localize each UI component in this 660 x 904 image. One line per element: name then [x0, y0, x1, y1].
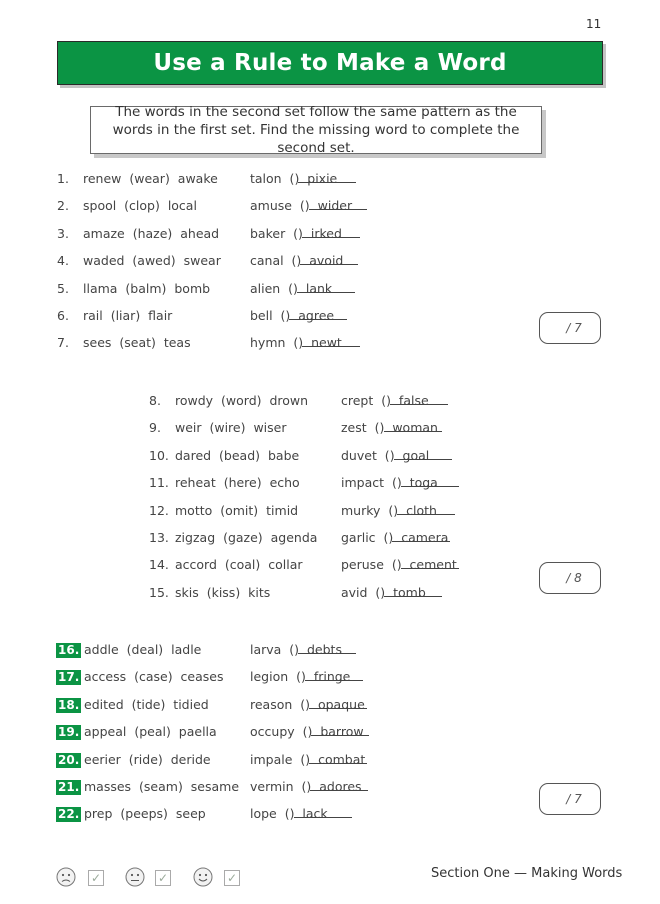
answer-set: bell ( ) agree	[250, 307, 334, 325]
question-number: 3.	[57, 225, 69, 241]
question-number: 15.	[149, 584, 169, 600]
answer-blank[interactable]	[310, 778, 368, 791]
answer-word-last: adores	[319, 779, 362, 794]
example-word-last: collar	[268, 557, 303, 573]
answer-set: avid ( ) tomb	[341, 584, 426, 602]
example-word-last: ahead	[180, 225, 220, 241]
answer-blank[interactable]	[309, 696, 367, 709]
answer-word-first: legion	[250, 669, 289, 685]
example-word-first: rail	[83, 308, 103, 323]
example-word-last: deride	[170, 751, 211, 767]
question-row	[0, 584, 530, 602]
score-box-2: / 8	[539, 562, 601, 594]
example-word-first: addle	[84, 642, 119, 657]
happy-face-icon	[193, 867, 213, 887]
example-word-middle: (case)	[134, 669, 173, 685]
example-word-middle: (haze)	[132, 225, 173, 241]
example-word-first: eerier	[84, 751, 121, 767]
example-set	[175, 556, 303, 574]
answer-blank[interactable]	[392, 529, 450, 542]
example-word-middle: (ride)	[128, 751, 163, 767]
answer-word-last: lank	[305, 280, 333, 296]
tick-box-happy[interactable]: ✓	[224, 870, 240, 886]
neutral-face-icon	[125, 867, 145, 887]
example-word-middle: (coal)	[224, 557, 261, 573]
question-number: 4.	[57, 253, 69, 269]
answer-word-first: baker	[250, 225, 286, 241]
example-word-last: flair	[148, 308, 173, 323]
score-box-3: / 7	[539, 783, 601, 815]
answer-word-last: opaque	[317, 696, 365, 712]
example-set	[83, 170, 218, 188]
answer-word-first: canal	[250, 253, 284, 269]
question-number: 11.	[149, 475, 169, 491]
question-row	[0, 641, 530, 659]
example-word-middle: (word)	[221, 393, 262, 408]
example-word-last: timid	[266, 502, 299, 518]
question-row	[0, 280, 530, 298]
question-number: 1.	[57, 171, 69, 186]
question-number: 12.	[149, 502, 169, 518]
answer-blank[interactable]	[401, 474, 459, 487]
answer-word-first: zest	[341, 420, 367, 436]
question-row	[0, 556, 530, 574]
example-word-last: kits	[248, 584, 271, 600]
answer-word-last: tomb	[393, 584, 426, 600]
question-number: 13.	[149, 530, 169, 545]
example-set	[84, 778, 239, 796]
example-set	[175, 584, 270, 602]
example-word-first: appeal	[84, 724, 127, 740]
answer-set: reason ( ) opaque	[250, 696, 365, 714]
answer-set: alien ( ) lank	[250, 280, 332, 298]
example-word-first: accord	[175, 557, 217, 573]
example-word-middle: (seam)	[139, 779, 183, 794]
example-word-middle: (gaze)	[223, 530, 263, 545]
example-set	[83, 225, 219, 243]
answer-set: garlic ( ) camera	[341, 530, 449, 545]
answer-word-last: irked	[310, 225, 342, 241]
answer-word-last: lack	[302, 806, 328, 822]
answer-word-first: alien	[250, 280, 281, 296]
example-word-middle: (tide)	[131, 696, 166, 712]
example-word-last: paella	[178, 724, 217, 740]
answer-set: amuse ( ) wider	[250, 197, 352, 215]
answer-word-first: talon	[250, 171, 282, 186]
example-word-first: prep	[84, 806, 113, 822]
example-word-first: waded	[83, 253, 125, 269]
answer-blank[interactable]	[384, 419, 442, 432]
question-row	[0, 419, 530, 437]
answer-word-first: bell	[250, 308, 273, 323]
question-row	[0, 723, 530, 741]
answer-word-last: pixie	[307, 171, 338, 186]
answer-set: talon ( ) pixie	[250, 170, 337, 188]
example-set	[83, 252, 221, 270]
question-number: 5.	[57, 280, 69, 296]
answer-set: occupy ( ) barrow	[250, 723, 364, 741]
question-number: 20.	[58, 752, 80, 767]
answer-set: legion ( ) fringe	[250, 668, 350, 686]
example-set	[175, 474, 300, 492]
example-set	[84, 805, 206, 823]
example-word-first: spool	[83, 198, 117, 214]
answer-blank[interactable]	[298, 170, 356, 183]
question-row	[0, 696, 530, 714]
answer-word-last: debts	[307, 642, 342, 657]
answer-set: larva ( ) debts	[250, 641, 342, 659]
example-word-middle: (awed)	[132, 253, 176, 269]
example-word-last: teas	[163, 335, 191, 351]
instructions-box	[90, 106, 542, 154]
answer-set: baker ( ) irked	[250, 225, 342, 243]
answer-word-last: combat	[318, 751, 366, 767]
answer-word-first: duvet	[341, 447, 377, 463]
example-word-first: renew	[83, 171, 122, 186]
answer-word-last: barrow	[320, 724, 364, 740]
question-number: 10.	[149, 447, 169, 463]
example-word-first: edited	[84, 696, 124, 712]
answer-set: duvet ( ) goal	[341, 447, 429, 465]
answer-word-last: newt	[311, 335, 342, 351]
example-word-middle: (clop)	[124, 198, 160, 214]
question-row	[0, 252, 530, 270]
answer-set: crept ( ) false	[341, 392, 429, 410]
example-set	[83, 307, 172, 325]
example-set	[84, 696, 209, 714]
question-row	[0, 307, 530, 325]
question-row	[0, 778, 530, 796]
answer-blank[interactable]	[390, 392, 448, 405]
answer-set: peruse ( ) cement	[341, 557, 457, 573]
answer-blank[interactable]	[311, 723, 369, 736]
example-word-middle: (omit)	[220, 502, 259, 518]
question-number: 16.	[58, 643, 80, 657]
example-word-last: local	[167, 198, 197, 214]
example-word-middle: (kiss)	[206, 584, 241, 600]
example-word-middle: (wire)	[209, 420, 246, 436]
question-number: 8.	[149, 393, 161, 408]
answer-blank[interactable]	[384, 584, 442, 597]
answer-blank[interactable]	[309, 751, 367, 764]
example-word-first: zigzag	[175, 530, 216, 545]
example-set	[84, 641, 201, 659]
question-row	[0, 668, 530, 686]
answer-word-last: cement	[409, 557, 457, 573]
answer-word-first: garlic	[341, 530, 376, 545]
answer-blank[interactable]	[289, 307, 347, 320]
example-word-first: amaze	[83, 225, 125, 241]
question-number: 6.	[57, 308, 69, 323]
example-word-last: tidied	[173, 696, 209, 712]
sad-face-icon	[56, 867, 76, 887]
answer-word-last: false	[398, 393, 429, 408]
answer-word-first: avid	[341, 584, 368, 600]
question-row	[0, 334, 530, 352]
example-word-middle: (here)	[223, 475, 262, 491]
answer-word-last: camera	[401, 530, 449, 545]
example-set	[84, 723, 217, 741]
example-word-last: ladle	[171, 642, 202, 657]
example-word-last: swear	[183, 253, 221, 269]
example-word-middle: (liar)	[110, 308, 141, 323]
question-number: 2.	[57, 198, 69, 214]
example-word-first: weir	[175, 420, 202, 436]
example-set	[84, 751, 211, 769]
question-row	[0, 474, 530, 492]
question-number: 19.	[58, 725, 80, 740]
example-set	[84, 668, 223, 686]
question-row	[0, 805, 530, 823]
example-word-middle: (balm)	[125, 280, 167, 296]
answer-blank[interactable]	[302, 225, 360, 238]
answer-set: hymn ( ) newt	[250, 334, 342, 352]
answer-word-first: peruse	[341, 557, 384, 573]
answer-word-last: goal	[402, 447, 430, 463]
example-word-last: wiser	[253, 420, 287, 436]
example-word-last: babe	[267, 447, 300, 463]
example-set	[175, 529, 317, 547]
score-box-1: / 7	[539, 312, 601, 344]
answer-word-first: lope	[250, 806, 277, 822]
example-word-first: skis	[175, 584, 199, 600]
question-row	[0, 502, 530, 520]
answer-word-last: fringe	[313, 669, 351, 685]
question-row	[0, 447, 530, 465]
example-word-first: llama	[83, 280, 118, 296]
answer-word-first: larva	[250, 642, 282, 657]
answer-word-first: occupy	[250, 724, 295, 740]
answer-word-first: hymn	[250, 335, 286, 351]
example-word-first: dared	[175, 447, 212, 463]
example-set	[83, 280, 210, 298]
answer-blank[interactable]	[302, 334, 360, 347]
answer-word-last: wider	[317, 198, 353, 214]
answer-blank[interactable]	[401, 556, 459, 569]
question-number: 7.	[57, 335, 69, 351]
example-word-middle: (peeps)	[120, 806, 168, 822]
question-number: 17.	[58, 670, 80, 685]
answer-blank[interactable]	[305, 668, 363, 681]
instructions-text: The words in the second set follow the same pattern as the words in the first set. Find the missing word to complete the second set.	[112, 104, 520, 156]
answer-word-first: reason	[250, 696, 293, 712]
question-number: 18.	[58, 697, 80, 712]
answer-blank[interactable]	[300, 252, 358, 265]
answer-word-last: toga	[409, 475, 438, 491]
question-number: 14.	[149, 557, 169, 573]
answer-blank[interactable]	[394, 447, 452, 460]
answer-set: impale ( ) combat	[250, 751, 366, 767]
answer-blank[interactable]	[297, 280, 355, 293]
example-word-last: awake	[177, 171, 218, 186]
answer-blank[interactable]	[298, 641, 356, 654]
example-set	[175, 447, 299, 465]
answer-word-first: amuse	[250, 198, 292, 214]
answer-word-first: murky	[341, 502, 381, 518]
answer-set: canal ( ) avoid	[250, 252, 343, 270]
question-row	[0, 197, 530, 215]
answer-word-last: agree	[298, 308, 335, 323]
tick-box-neutral[interactable]: ✓	[155, 870, 171, 886]
answer-set: murky ( ) cloth	[341, 502, 437, 520]
answer-word-first: crept	[341, 393, 374, 408]
page-number: 11	[586, 17, 602, 31]
example-set	[175, 502, 298, 520]
example-set	[175, 392, 308, 410]
example-word-first: sees	[83, 335, 112, 351]
answer-word-first: vermin	[250, 779, 294, 794]
example-word-middle: (peal)	[134, 724, 171, 740]
question-row	[0, 170, 530, 188]
example-word-first: access	[84, 669, 127, 685]
answer-set: impact ( ) toga	[341, 474, 438, 492]
answer-blank[interactable]	[294, 805, 352, 818]
page-title: Use a Rule to Make a Word	[153, 50, 507, 76]
question-row	[0, 392, 530, 410]
example-word-first: masses	[84, 779, 132, 794]
section-footer: Section One — Making Words	[431, 866, 623, 881]
tick-box-sad[interactable]: ✓	[88, 870, 104, 886]
example-word-last: agenda	[270, 530, 318, 545]
answer-word-first: impale	[250, 751, 293, 767]
example-word-last: seep	[175, 806, 206, 822]
example-word-last: drown	[269, 393, 309, 408]
answer-set: vermin ( ) adores	[250, 778, 362, 796]
answer-set: zest ( ) woman	[341, 419, 438, 437]
answer-word-last: woman	[392, 420, 438, 436]
example-set	[83, 334, 191, 352]
answer-set: lope ( ) lack	[250, 805, 328, 823]
example-word-last: echo	[269, 475, 300, 491]
answer-word-first: impact	[341, 475, 385, 491]
example-word-middle: (bead)	[219, 447, 261, 463]
question-row	[0, 225, 530, 243]
example-word-last: ceases	[180, 669, 224, 685]
answer-word-last: avoid	[309, 253, 344, 269]
question-row	[0, 751, 530, 769]
question-number: 9.	[149, 420, 161, 436]
example-word-last: bomb	[174, 280, 211, 296]
question-number: 21.	[58, 780, 80, 794]
example-word-first: reheat	[175, 475, 216, 491]
title-banner	[57, 41, 603, 85]
example-word-middle: (seat)	[119, 335, 156, 351]
example-word-middle: (deal)	[126, 642, 164, 657]
answer-word-last: cloth	[406, 502, 437, 518]
question-row	[0, 529, 530, 547]
example-word-middle: (wear)	[129, 171, 170, 186]
answer-blank[interactable]	[397, 502, 455, 515]
answer-blank[interactable]	[309, 197, 367, 210]
example-word-first: rowdy	[175, 393, 214, 408]
example-set	[175, 419, 287, 437]
example-word-first: motto	[175, 502, 213, 518]
example-word-last: sesame	[190, 779, 240, 794]
example-set	[83, 197, 197, 215]
question-number: 22.	[58, 807, 80, 822]
